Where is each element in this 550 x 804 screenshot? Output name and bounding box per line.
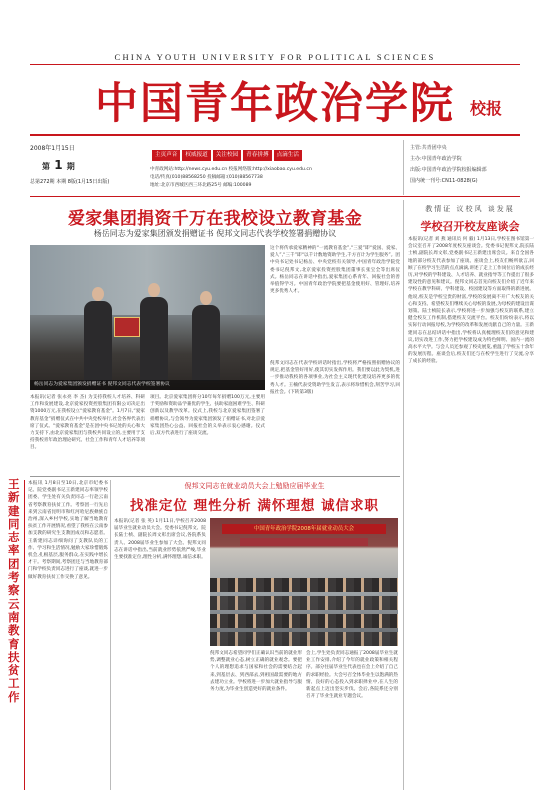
middle-col1: 本报讯(记者 张 英) 1月11日,学校召开2008届毕业生就业动员大会。党委书记倪邦文、院长陆士桢、副院长周文彰出席会议,各院系负责人、2008届毕业生参加了大会。倪邦文同志在讲话中指出,当前就业形势依然严峻,毕业生要找准定位,理性分析,满怀理想,诚信求职。 bbox=[114, 519, 206, 561]
middle-col2: 倪邦文同志希望同学们正确认识当前的就业形势,调整就业心态,树立正确的就业观念。要把个人的理想追求与国家和社会的需要结合起来,到基层去、到西部去,到祖国最需要的地方去建功立业。学校将进一步加大就业指导与服务力度,为毕业生创造更好的就业条件。 bbox=[210, 651, 302, 693]
middle-photo-banner: 中国青年政治学院2008年届就业动员大会 bbox=[222, 524, 386, 534]
masthead-title: 中国青年政治学院 bbox=[95, 79, 455, 129]
middle-title: 找准定位 理性分析 满怀理想 诚信求职 bbox=[129, 498, 380, 514]
meta-divider bbox=[403, 140, 404, 195]
feature-title-rule bbox=[24, 480, 25, 790]
meta-host: 主办:中国青年政治学院 bbox=[410, 156, 462, 162]
contact-address: 地址:北京市西城区西三环北路25号 邮编:100089 bbox=[150, 183, 252, 188]
side-divider bbox=[403, 200, 404, 790]
lead-col3: 这个将传承爱家精神的“一流教育基金”,“三爱”即“爱国、爱家、爱人”,“三千”即“以千计数地资助学生,千方百计为学生服务”。团中央书记处书记杨岳、中央党校有关领导,中国青年政治学院党委书记倪邦文,北京爱家投资控股集团董事长张宝全等出席仪式。杨岳同志在讲话中指出,爱家集团心系青年、回报社会的善举值得学习。中国青年政治学院要把基金使用好、管理好,培养更多优秀人才。 bbox=[270, 246, 400, 295]
middle-photo bbox=[210, 518, 398, 646]
issue-total: 总第272期 本期 8版(1月15日出版) bbox=[30, 179, 110, 185]
issue-number: 第 1 期 bbox=[42, 158, 75, 172]
lead-subhead: 杨岳同志为爱家集团颁发捐赠证书 倪邦文同志代表学校签署捐赠协议 bbox=[93, 229, 337, 238]
meta-publisher: 出版:中国青年政治学院校报编辑部 bbox=[410, 167, 487, 173]
contact-web: 中青政网站:http://news.cyu.edu.cn 校报网络版:http://xiaobao.cyu.edu.cn bbox=[150, 167, 312, 172]
lead-col4: 倪邦文同志在代表学校讲话时指出,学校将严格按照捐赠协议的规定,把基金管好用好,使其切实发挥作用。我们要以此为契机,进一步推动我校的各项事业,为社会主义现代化建设培养更多的优秀人才。王楠代表受资助学生发言,表示将珍惜机会,刻苦学习,回报社会。(下转第3版) bbox=[270, 361, 400, 395]
lead-col1: 本报讯(记者 张永亮 李 杰) 为支持我校人才培养、科研工作和发展建设,北京爱家投资控股集团有限公司决定出资1000万元,在我校设立“爱家教育基金”。1月7日,“爱家教育基金”捐赠仪式在中共中央党校举行,社会各界代表出席了仪式。“爱家教育基金”是在团中央书记处的关心和大力支持下,由北京爱家集团与我校共同设立的,主要用于支持我校青年政治理论研究、社会工作和青年人才培养等项目。 bbox=[30, 395, 145, 451]
feature-vertical-title: 王新建同志率团考察云南教育扶贫工作 bbox=[8, 477, 20, 704]
tag-item: 关注校园 bbox=[213, 150, 241, 161]
section-tags bbox=[152, 150, 382, 161]
masthead-bottom-rule bbox=[30, 134, 520, 136]
tag-item: 权威报道 bbox=[182, 150, 210, 161]
masthead-subtitle: 校报 bbox=[470, 99, 503, 118]
lead-photo bbox=[30, 245, 265, 390]
meta-cn-number: 国内统一刊号:CN11-0828(G) bbox=[410, 178, 478, 184]
side-title: 学校召开校友座谈会 bbox=[420, 220, 520, 233]
masthead-rule bbox=[30, 64, 520, 65]
middle-kicker: 倪邦文同志在就业动员大会上勉励应届毕业生 bbox=[184, 482, 325, 490]
contact-phone: 电话/传真(010)88568250 投稿邮箱:(010)88567738 bbox=[150, 175, 263, 180]
middle-col3: 会上,学生处负责同志通报了2008届毕业生就业工作安排,介绍了今年的就业政策和相关程序。部分往届毕业生代表也在会上介绍了自己的求职经验。大会号召全体毕业生以饱满的热情、良好的心态投入到求职择业中,在人生的新起点上迈出坚实步伐。会后,各院系还分别召开了毕业生就业专题会议。 bbox=[306, 651, 398, 700]
lead-headline: 爱家集团捐资千万在我校设立教育基金 bbox=[67, 209, 363, 229]
feature-body: 本报讯 1月8日至10日,北京市纪委书记、院党委副书记王新建同志率领学校团委、学生处有关负责同志一行赴云南省考察教育扶贫工作。考察团一行先后来到云南省昆明市和红河哈尼族彝族自治州,深入乡村学校,实地了解当地教育扶贫工作开展情况,看望了我校在云南参加支教的研究生支教团成员和志愿者。王新建同志详细询问了支教队员的工作、学习和生活情况,勉励大家珍惜锻炼机会,扎根基层,服务群众,在实践中增长才干。考察期间,考察团还与当地教育部门和学校负责同志进行了座谈,就进一步做好教育扶贫工作交换了意见。 bbox=[28, 481, 108, 580]
tag-item: 青春拼搏 bbox=[243, 150, 271, 161]
lead-col2: 项目。北京爱家集团将分10年每年捐赠100万元,主要用于奖励和资助品学兼优的学生、扶助家庭困难学生、科研创新以及教学改革。仪式上,我校与北京爱家集团签署了捐赠协议,与会领导为爱家集团颁发了捐赠证书,对北京爱家集团热心公益、回报社会的义举表示衷心感谢。仪式后,双方代表进行了座谈交流。 bbox=[150, 395, 265, 437]
lead-photo-caption: 杨岳同志为爱家集团颁发捐赠证书 倪邦文同志代表学校签署协议 bbox=[30, 380, 265, 390]
tag-item: 主页声音 bbox=[152, 150, 180, 161]
side-heading: 教情证 议校风 谈发展 bbox=[425, 205, 515, 213]
tag-item: 点滴生活 bbox=[274, 150, 302, 161]
feature-divider bbox=[110, 480, 111, 790]
side-body: 本报讯(记者 刘 燕 通讯员 何 毅) 1月13日,学校在图书馆第一会议室召开了2008年度校友座谈会。党委书记倪邦文,院长陆士桢,副院长周文彰,党委副书记王新建出席会议。来自全国各地的部分校友代表参加了座谈。座谈会上,校友们畅所欲言,回顾了在校学习生活的点点滴滴,讲述了走上工作岗位后的成长经历,对学校的学科建设、人才培养、就业指导等工作提出了很多建设性的意见和建议。倪邦文同志首先向校友们介绍了近年来学校在教学科研、学科建设、校园建设等方面取得的新进展。他说,校友是学校宝贵的财富,学校的发展离不开广大校友的关心和支持。希望校友们继续关心母校的发展,为母校的建设出谋划策。陆士桢院长表示,学校将进一步加强与校友的联系,建立健全校友工作机制,搭建校友交流平台。校友们纷纷表示,将以实际行动回报母校,为学校的改革和发展贡献自己的力量。王新建同志在总结讲话中指出,学校将认真梳理校友们的意见和建议,切实改进工作,努力把学校建设成为特色鲜明、国内一流的高水平大学。与会人员还参观了校史展览,重温了学校五十余年的发展历程。座谈会后,校友们还与在校学生进行了交流,分享了成长的经验。 bbox=[408, 237, 534, 365]
header-bottom-rule bbox=[30, 196, 520, 197]
issue-date: 2008年1月15日 bbox=[30, 145, 75, 152]
meta-sponsor: 主管:共青团中央 bbox=[410, 145, 447, 151]
lead-bottom-rule bbox=[30, 476, 400, 477]
masthead-english: CHINA YOUTH UNIVERSITY FOR POLITICAL SCIENCES bbox=[114, 52, 436, 62]
